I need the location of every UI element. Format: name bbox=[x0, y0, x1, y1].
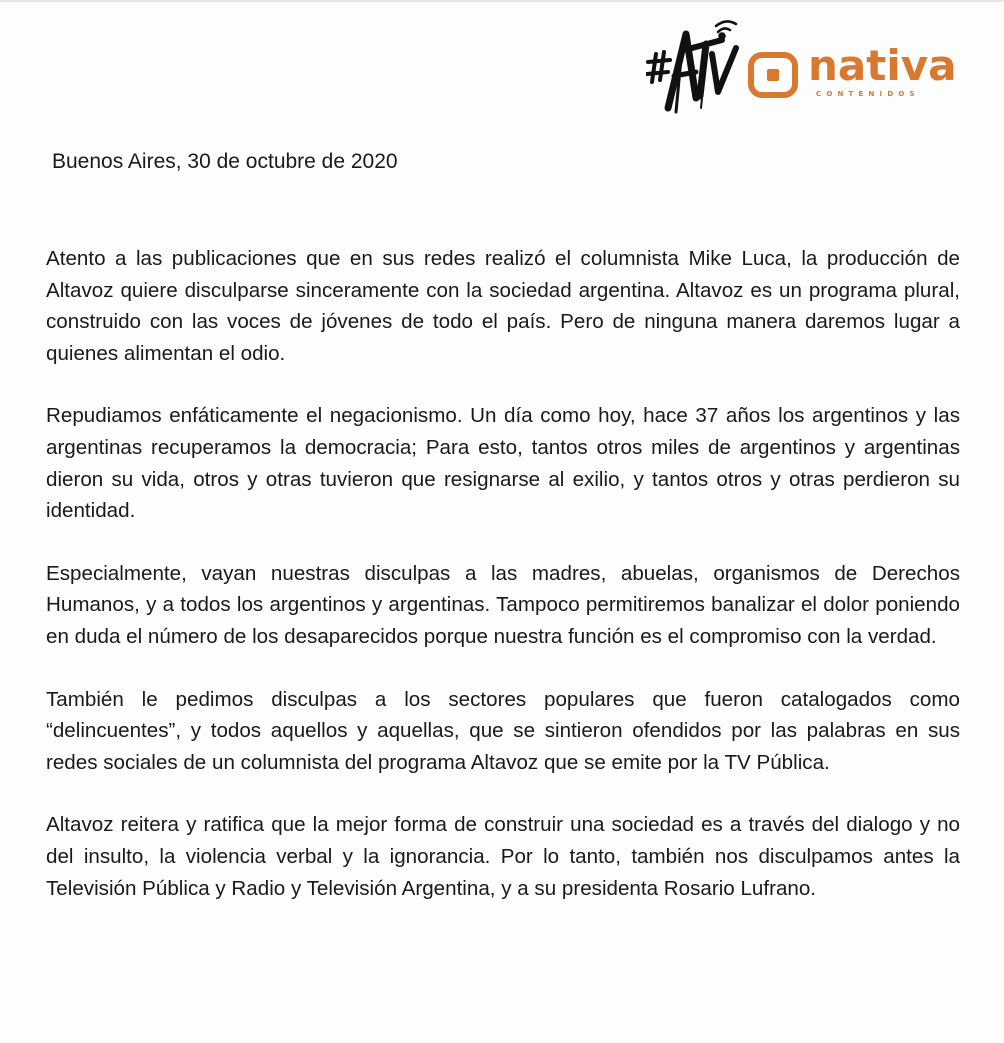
paragraph: También le pedimos disculpas a los sectores populares que fueron catalogados como “delincuentes”, y todos aquellos y aquellas, que se sintieron ofendidos por las palabras en sus redes sociales de un columnista del programa Altavoz que se emite por la TV Pública. bbox=[46, 687, 960, 774]
letter-date: Buenos Aires, 30 de octubre de 2020 bbox=[52, 150, 398, 173]
nativa-subtitle: CONTENIDOS bbox=[816, 90, 920, 98]
nativa-logo bbox=[748, 41, 957, 106]
paragraph: Repudiamos enfáticamente el negacionismo. Un día como hoy, hace 37 años los argentinos y las argentinas recuperamos la democracia; Para esto, tantos otros miles de argentinos y argentinas dieron su vida, otros y otras tuvieron que resignarse al exilio, y tantos otros y otras perdieron su identidad. bbox=[46, 404, 960, 523]
atv-logo bbox=[646, 18, 742, 114]
paragraph: Altavoz reitera y ratifica que la mejor forma de construir una sociedad es a través del dialogo y no del insulto, la violencia verbal y la ignorancia. Por lo tanto, también nos disculpamos antes la Televisión Pública y Radio y Televisión Argentina, y a su presidenta Rosario Lufrano. bbox=[46, 813, 960, 900]
nativa-play-icon bbox=[748, 52, 798, 98]
header-logos bbox=[640, 16, 980, 116]
letter-body bbox=[46, 243, 960, 935]
paragraph: Especialmente, vayan nuestras disculpas a las madres, abuelas, organismos de Derechos Humanos, y a todos los argentinos y argentinas. Tampoco permitiremos banalizar el dolor poniendo en duda el número de los desaparecidos porque nuestra función es el compromiso con la verdad. bbox=[46, 561, 960, 648]
paragraph: Atento a las publicaciones que en sus redes realizó el columnista Mike Luca, la producción de Altavoz quiere disculparse sinceramente con la sociedad argentina. Altavoz es un programa plural, construido con las voces de jóvenes de todo el país. Pero de ninguna manera daremos lugar a quienes alimentan el odio. bbox=[46, 247, 960, 365]
nativa-wordmark: nativa bbox=[808, 41, 957, 90]
